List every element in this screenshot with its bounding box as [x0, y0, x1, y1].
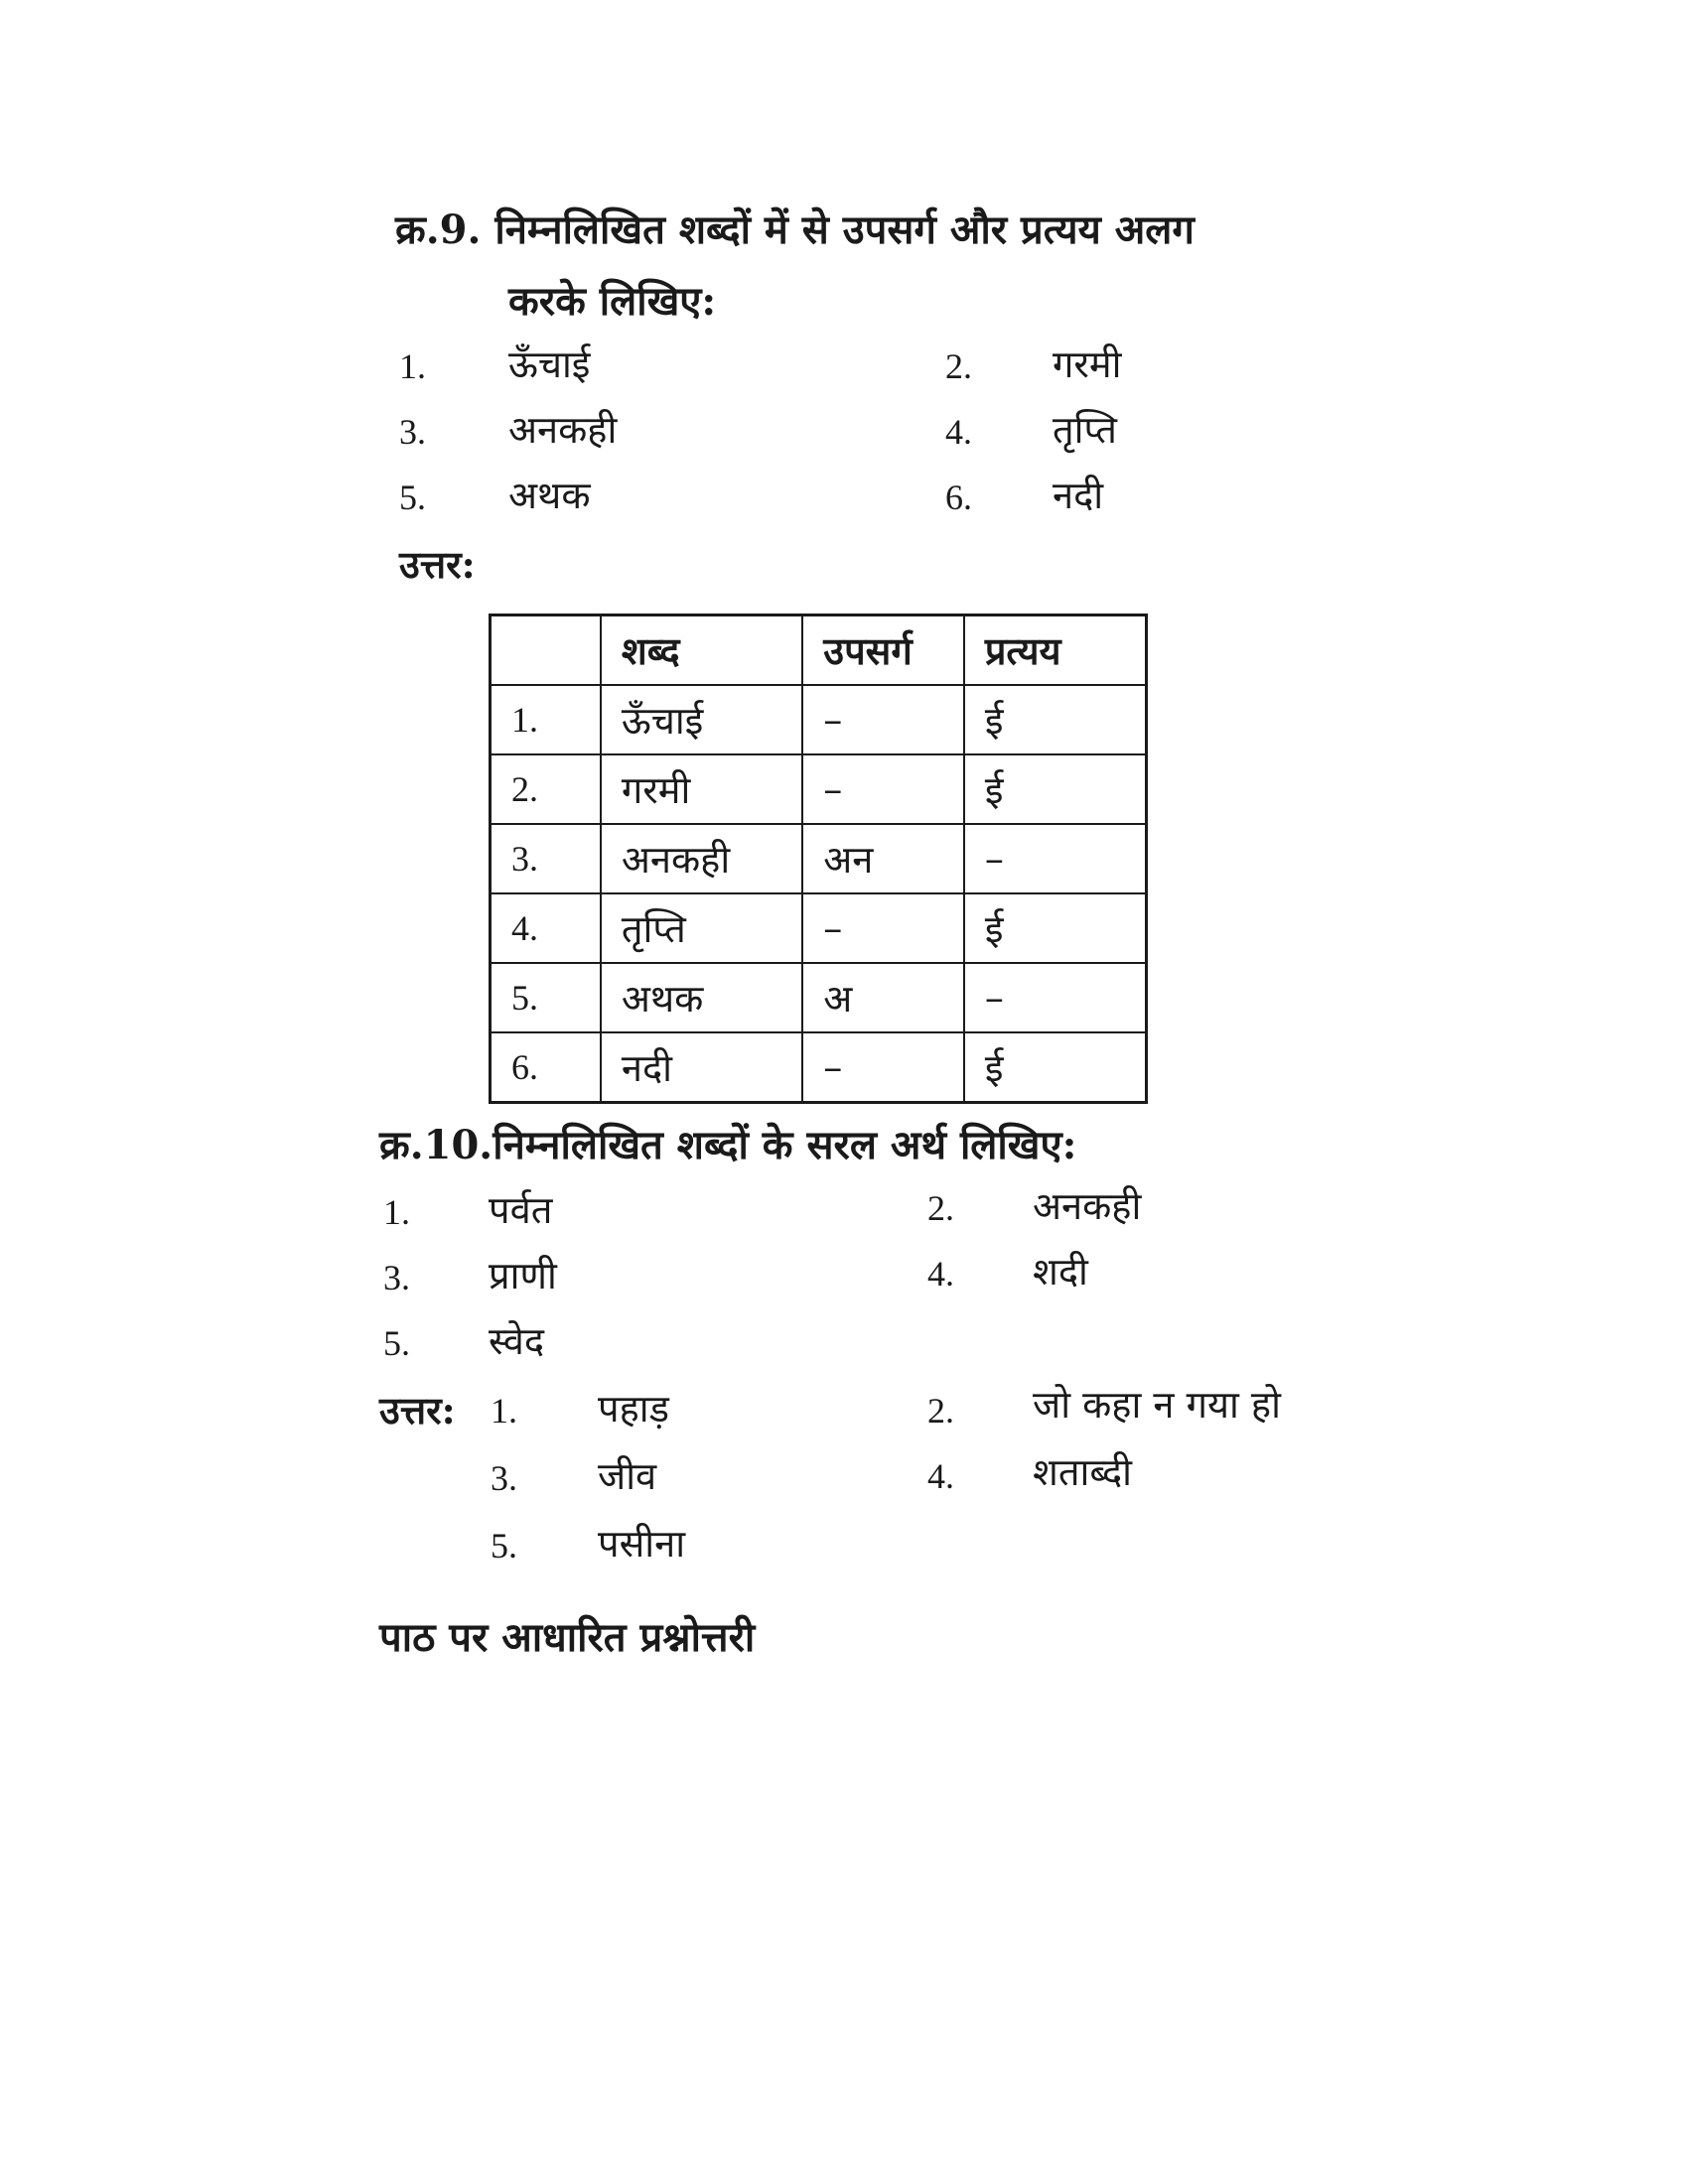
q10-answer-num-1: 1.	[491, 1391, 517, 1431]
table-cell: ई	[964, 754, 1147, 824]
q10-item-num-3: 3.	[383, 1258, 410, 1297]
table-cell: –	[964, 963, 1147, 1032]
q9-item-word-6: नदी	[1053, 474, 1104, 517]
table-row	[491, 824, 1147, 893]
table-cell: –	[802, 893, 964, 963]
table-cell: 3.	[491, 824, 601, 893]
q10-answer-label: उत्तर:	[379, 1388, 456, 1433]
q10-item-num-4: 4.	[927, 1254, 954, 1294]
table-cell: ई	[964, 685, 1147, 754]
affix-table-header-prefix: उपसर्ग	[802, 615, 964, 686]
table-cell: अथक	[601, 963, 802, 1032]
table-cell: अनकही	[601, 824, 802, 893]
q10-item-word-2: अनकही	[1033, 1184, 1142, 1228]
q9-item-num-2: 2.	[945, 346, 972, 386]
table-cell: अ	[802, 963, 964, 1032]
q10-answer-num-4: 4.	[927, 1456, 954, 1496]
affix-table-header-blank	[491, 615, 601, 686]
table-cell: –	[964, 824, 1147, 893]
table-row	[491, 963, 1147, 1032]
table-cell: 5.	[491, 963, 601, 1032]
q10-item-num-2: 2.	[927, 1188, 954, 1228]
table-cell: 4.	[491, 893, 601, 963]
q10-heading: क्र.10.निम्नलिखित शब्दों के सरल अर्थ लिखिए:	[379, 1122, 1077, 1168]
table-row	[491, 893, 1147, 963]
q10-answer-text-5: पसीना	[598, 1522, 686, 1566]
q9-item-word-2: गरमी	[1053, 342, 1122, 386]
table-cell: नदी	[601, 1032, 802, 1103]
q9-item-num-1: 1.	[399, 346, 426, 386]
q10-answer-text-1: पहाड़	[598, 1387, 669, 1431]
q9-heading-line1: क्र.9. निम्नलिखित शब्दों में से उपसर्ग और प्रत्यय अलग	[395, 206, 1195, 253]
q9-answer-label: उत्तर:	[399, 542, 476, 587]
q9-heading-line2: करके लिखिए:	[508, 278, 717, 325]
table-cell: –	[802, 754, 964, 824]
affix-table-header-word: शब्द	[601, 615, 802, 686]
table-cell: 2.	[491, 754, 601, 824]
table-cell: ई	[964, 1032, 1147, 1103]
table-cell: ऊँचाई	[601, 685, 802, 754]
q9-item-word-3: अनकही	[508, 408, 618, 452]
affix-table-header-suffix: प्रत्यय	[964, 615, 1147, 686]
q9-item-word-5: अथक	[508, 474, 591, 517]
q10-item-word-3: प्राणी	[489, 1254, 557, 1297]
q10-answer-text-4: शताब्दी	[1033, 1450, 1133, 1494]
q10-item-num-1: 1.	[383, 1192, 410, 1232]
q10-item-num-5: 5.	[383, 1323, 410, 1363]
q10-item-word-1: पर्वत	[489, 1188, 553, 1232]
section-heading: पाठ पर आधारित प्रश्नोत्तरी	[379, 1614, 756, 1661]
q9-item-word-1: ऊँचाई	[508, 342, 591, 386]
q10-item-word-4: शदी	[1033, 1250, 1088, 1294]
affix-table	[489, 614, 1148, 1104]
q10-answer-text-2: जो कहा न गया हो	[1033, 1383, 1281, 1427]
table-row	[491, 685, 1147, 754]
q9-item-num-5: 5.	[399, 478, 426, 517]
table-cell: –	[802, 1032, 964, 1103]
q10-answer-num-3: 3.	[491, 1458, 517, 1498]
q10-answer-num-5: 5.	[491, 1526, 517, 1566]
q10-answer-num-2: 2.	[927, 1391, 954, 1431]
table-cell: गरमी	[601, 754, 802, 824]
q9-item-num-6: 6.	[945, 478, 972, 517]
q10-answer-text-3: जीव	[598, 1454, 657, 1498]
table-cell: अन	[802, 824, 964, 893]
table-cell: 6.	[491, 1032, 601, 1103]
table-row	[491, 1032, 1147, 1103]
q9-item-num-3: 3.	[399, 412, 426, 452]
q10-item-word-5: स्वेद	[489, 1319, 545, 1363]
table-cell: 1.	[491, 685, 601, 754]
q9-item-word-4: तृप्ति	[1053, 408, 1117, 452]
q9-item-num-4: 4.	[945, 412, 972, 452]
table-row	[491, 754, 1147, 824]
affix-table-header-row	[491, 615, 1147, 686]
table-cell: –	[802, 685, 964, 754]
table-cell: तृप्ति	[601, 893, 802, 963]
table-cell: ई	[964, 893, 1147, 963]
